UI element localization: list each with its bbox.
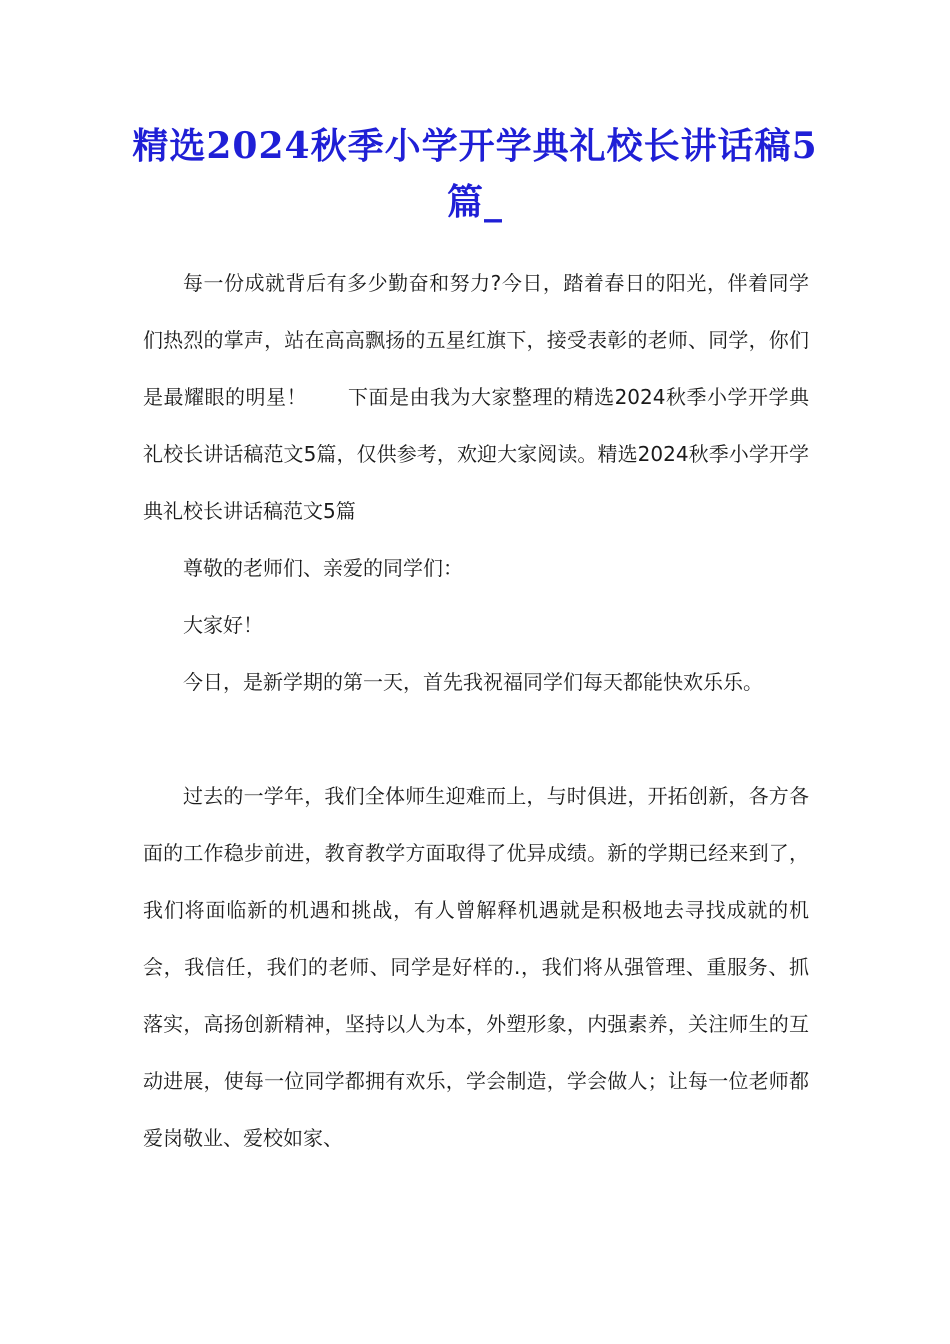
document-body [143,255,809,1167]
paragraph-salutation: 尊敬的老师们、亲爱的同学们： [183,556,463,580]
document-title: 精选2024秋季小学开学典礼校长讲话稿5篇_ [132,125,818,223]
paragraph-first-day: 今日，是新学期的第一天，首先我祝福同学们每天都能快欢乐乐。 [183,670,763,694]
paragraph-intro: 每一份成就背后有多少勤奋和努力?今日，踏着春日的阳光，伴着同学们热烈的掌声，站在高高飘扬的五星红旗下，接受表彰的老师、同学，你们是最耀眼的明星！ 下面是由我为大家整理的精选2024秋季小学开学典礼校长讲话稿范文5篇，仅供参考，欢迎大家阅读。精选2024秋季小学开学典礼校长讲话稿范文5篇 [143,271,809,523]
paragraph-greeting: 大家好！ [183,613,263,637]
paragraph-spacer [143,711,809,768]
paragraph-past-year: 过去的一学年，我们全体师生迎难而上，与时俱进，开拓创新，各方各面的工作稳步前进，教育教学方面取得了优异成绩。新的学期已经来到了，我们将面临新的机遇和挑战，有人曾解释机遇就是积极地去寻找成就的机会，我信任，我们的老师、同学是好样的.，我们将从强管理、重服务、抓落实，高扬创新精神，坚持以人为本，外塑形象，内强素养，关注师生的互动进展，使每一位同学都拥有欢乐，学会制造，学会做人；让每一位老师都爱岗敬业、爱校如家、 [143,784,809,1150]
